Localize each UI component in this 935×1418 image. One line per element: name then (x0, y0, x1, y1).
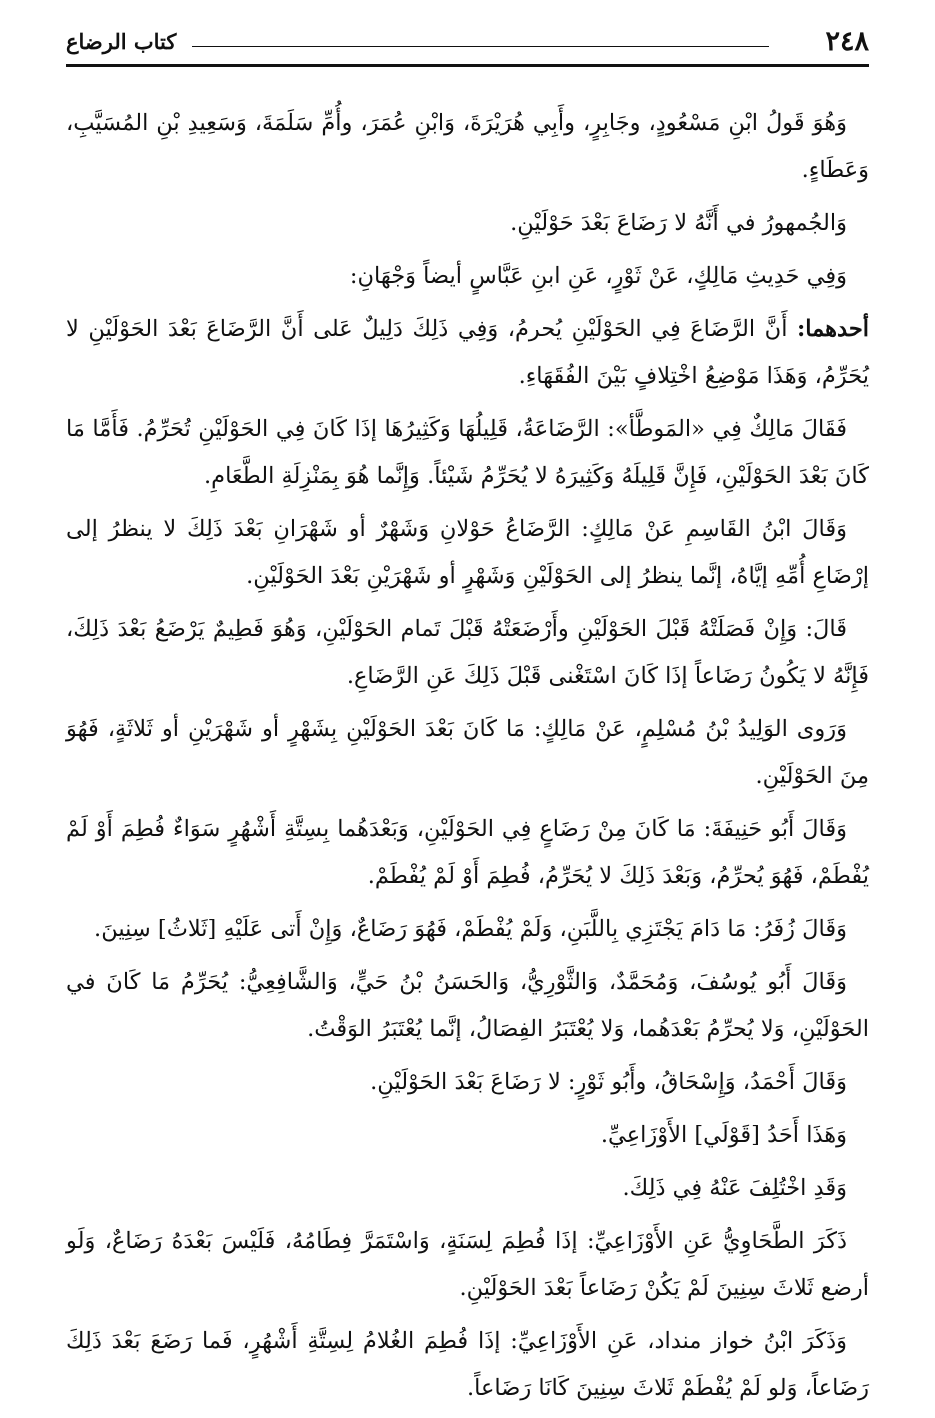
paragraph (66, 806, 869, 900)
paragraph-text: وَهَذَا أَحَدُ [قَوْلَي] الأَوْزَاعِيِّ. (600, 1122, 847, 1148)
paragraph (66, 406, 869, 500)
paragraph-text: وَرَوى الوَلِيدُ بْنُ مُسْلِمٍ، عَنْ مَالِكٍ: مَا كَانَ بَعْدَ الحَوْلَيْنِ بِشَهْرٍ أو شَهْرَيْنِ أو ثَلاثَةٍ، فَهُوَ مِنَ الحَوْلَيْنِ. (66, 716, 869, 789)
paragraph (66, 1112, 869, 1159)
paragraph-text: وَقَالَ أَبُو حَنِيفَةَ: مَا كَانَ مِنْ رَضَاعٍ فِي الحَوْلَيْنِ، وَبَعْدَهُما بِسِتَّةِ أَشْهُرٍ سَوَاءٌ فُطِمَ أَوْ لَمْ يُفْطَمْ، فَهُوَ يُحرِّمُ، وَبَعْدَ ذَلِكَ لا يُحَرِّمُ، فُطِمَ أَوْ لَمْ يُفْطَمْ. (66, 816, 869, 889)
paragraph-text: وَقَالَ أَحْمَدُ، وَإِسْحَاقُ، وأَبُو ثَوْرٍ: لا رَضَاعَ بَعْدَ الحَوْلَيْنِ. (370, 1069, 847, 1095)
paragraph-lead: أحدهما: (796, 316, 869, 342)
paragraph-text: فَقَالَ مَالِكٌ فِي «المَوطَّأ»: الرَّضَاعَةُ، قَلِيلُهَا وَكَثِيرُهَا إذَا كَانَ فِي الحَوْلَيْنِ تُحَرِّمُ. فَأَمَّا مَا كَانَ بَعْدَ الحَوْلَيْنِ، فَإِنَّ قَلِيلَهُ وَكَثِيرَهُ لا يُحَرِّمُ شَيْئاً. وَإِنَّما هُوَ بِمَنْزِلَةِ الطَّعَامِ. (66, 416, 869, 489)
paragraph-text: وَهُوَ قَولُ ابْنِ مَسْعُودٍ، وجَابِرٍ، وأَبِي هُرَيْرَةَ، وَابْنِ عُمَرَ، وأُمِّ سَلَمَةَ، وَسَعِيدِ بْنِ المُسَيَّبِ، وَعَطَاءٍ. (66, 110, 869, 183)
paragraph (66, 506, 869, 600)
paragraph-text: وَذَكَرَ ابْنُ خواز منداد، عَنِ الأَوْزَاعِيِّ: إذَا فُطِمَ الغُلامُ لِسِتَّةِ أَشْهُرٍ، فَما رَضَعَ بَعْدَ ذَلِكَ رَضَاعاً، وَلو لَمْ يُفْطَمْ ثَلاثَ سِنِينَ كَانَا رَضَاعاً. (66, 1328, 869, 1401)
paragraph-text: وَقَالَ ابْنُ القَاسِمِ عَنْ مَالِكٍ: الرَّضَاعُ حَوْلانِ وَشَهْرٌ أو شَهْرَانِ بَعْدَ ذَلِكَ لا ينظرُ إلى إرْضَاعِ أُمِّهِ إيَّاهُ، إنَّما ينظرُ إلى الحَوْلَيْنِ وَشَهْرٍ أو شَهْرَيْنِ بَعْدَ الحَوْلَيْنِ. (66, 516, 869, 589)
page-header (66, 22, 869, 66)
header-rule (66, 64, 869, 67)
paragraph-text: وَفِي حَدِيثِ مَالِكٍ، عَنْ ثَوْرٍ، عَنِ ابنِ عَبَّاسٍ أيضاً وَجْهَانِ: (349, 263, 847, 289)
paragraph (66, 1165, 869, 1212)
page-number: ٢٤٨ (825, 26, 869, 57)
paragraph (66, 706, 869, 800)
paragraph-text: قَالَ: وَإِنْ فَصَلَتْهُ قَبْلَ الحَوْلَيْنِ وأَرْضَعَتْهُ قَبْلَ تَمام الحَوْلَيْنِ، وَهُوَ فَطِيمٌ يَرْضَعُ بَعْدَ ذَلِكَ، فَإِنَّهُ لا يَكُونُ رَضَاعاً إذَا كَانَ اسْتَغْنى قَبْلَ ذَلِكَ عَنِ الرَّضَاعِ. (66, 616, 869, 689)
paragraph (66, 253, 869, 300)
paragraph (66, 1059, 869, 1106)
paragraph (66, 306, 869, 400)
paragraph-text: ذَكَرَ الطَّحَاوِيُّ عَنِ الأَوْزَاعِيِّ: إذَا فُطِمَ لِسَنَةٍ، وَاسْتَمَرَّ فِطَامُهُ، فَلَيْسَ بَعْدَهُ رَضَاعٌ، وَلَو أرضع ثَلاثَ سِنِينَ لَمْ يَكُنْ رَضَاعاً بَعْدَ الحَوْلَيْنِ. (66, 1228, 869, 1301)
paragraph (66, 200, 869, 247)
paragraph (66, 606, 869, 700)
paragraph (66, 1218, 869, 1312)
body-text (66, 100, 869, 1418)
paragraph (66, 959, 869, 1053)
paragraph (66, 906, 869, 953)
paragraph (66, 1318, 869, 1412)
header-dash-line (192, 46, 769, 47)
paragraph (66, 100, 869, 194)
paragraph-text: وَقَالَ أَبُو يُوسُفَ، وَمُحَمَّدٌ، وَالثَّوْرِيُّ، وَالحَسَنُ بْنُ حَيٍّ، وَالشَّافِعِيُّ: يُحَرِّمُ مَا كَانَ في الحَوْلَيْنِ، وَلا يُحرِّمُ بَعْدَهُما، وَلا يُعْتَبَرُ الفِصَالُ، إنَّما يُعْتَبَرُ الوَقْتُ. (66, 969, 869, 1042)
running-title: كتاب الرضاع (66, 29, 177, 54)
paragraph-text: وَالجُمهورُ في أَنَّهُ لا رَضَاعَ بَعْدَ حَوْلَيْنِ. (510, 210, 847, 236)
paragraph-text: وَقَالَ زُفَرُ: مَا دَامَ يَجْتَزِي بِاللَّبَنِ، وَلَمْ يُفْطَمْ، فَهُوَ رَضَاعٌ، وَإِنْ أَتى عَلَيْهِ [ثَلاثُ] سِنِينَ. (94, 916, 847, 942)
paragraph-text: وَقَدِ اخْتُلِفَ عَنْهُ فِي ذَلِكَ. (622, 1175, 847, 1201)
paragraph-text: أَنَّ الرَّضَاعَ فِي الحَوْلَيْنِ يُحرمُ، وَفِي ذَلِكَ دَلِيلٌ عَلى أَنَّ الرَّضَاعَ بَعْدَ الحَوْلَيْنِ لا يُحَرِّمُ، وَهَذَا مَوْضِعُ اخْتِلافٍ بَيْنَ الفُقَهَاءِ. (66, 316, 869, 389)
